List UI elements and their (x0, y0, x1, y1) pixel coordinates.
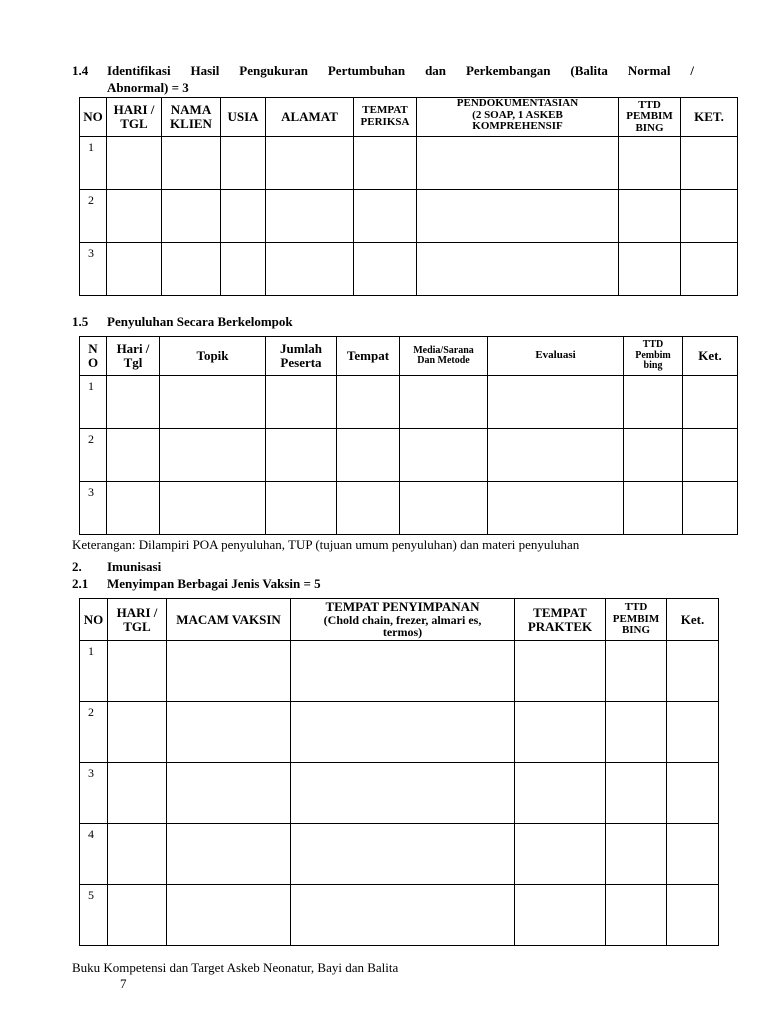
col-header-evaluasi: Evaluasi (488, 337, 624, 376)
table-1-4 (79, 97, 738, 296)
cell-media[interactable] (400, 376, 488, 429)
cell-ket[interactable] (667, 702, 719, 763)
cell-macam-vaksin[interactable] (167, 885, 291, 946)
cell-tempat-periksa[interactable] (354, 243, 417, 296)
row-number: 1 (80, 376, 107, 429)
col-header-hari-tgl: Hari / Tgl (107, 337, 160, 376)
cell-ttd[interactable] (619, 190, 681, 243)
col-header-tempat-penyimpanan: TEMPAT PENYIMPANAN (Chold chain, frezer, almari es, termos) (291, 599, 515, 641)
cell-ket[interactable] (683, 376, 738, 429)
cell-usia[interactable] (221, 190, 266, 243)
section-2-1-heading (72, 575, 472, 592)
cell-hari-tgl[interactable] (108, 702, 167, 763)
section-2-heading (72, 558, 372, 575)
col-header-hari-tgl: HARI / TGL (107, 98, 162, 137)
cell-ket[interactable] (667, 763, 719, 824)
cell-tempat-periksa[interactable] (354, 190, 417, 243)
cell-tempat[interactable] (337, 482, 400, 535)
cell-ttd[interactable] (606, 824, 667, 885)
cell-jumlah-peserta[interactable] (266, 482, 337, 535)
col-header-macam-vaksin: MACAM VAKSIN (167, 599, 291, 641)
cell-nama-klien[interactable] (162, 243, 221, 296)
section-number: 2.1 (72, 576, 89, 591)
cell-tempat-penyimpanan[interactable] (291, 702, 515, 763)
cell-ket[interactable] (667, 824, 719, 885)
row-number: 2 (80, 429, 107, 482)
cell-tempat[interactable] (337, 429, 400, 482)
col-header-ket: Ket. (683, 337, 738, 376)
cell-hari-tgl[interactable] (107, 243, 162, 296)
col-header-nama-klien: NAMA KLIEN (162, 98, 221, 137)
row-number: 2 (80, 190, 107, 243)
section-1-5-heading (72, 313, 472, 330)
section-1-4-heading (72, 62, 694, 98)
col-header-topik: Topik (160, 337, 266, 376)
cell-tempat-praktek[interactable] (515, 702, 606, 763)
cell-tempat-praktek[interactable] (515, 763, 606, 824)
table-row (80, 702, 719, 763)
cell-ttd[interactable] (606, 702, 667, 763)
col-header-ttd: TTD PEMBIM BING (619, 98, 681, 137)
cell-ket[interactable] (683, 429, 738, 482)
cell-tempat-penyimpanan[interactable] (291, 763, 515, 824)
col-header-ttd: TTD PEMBIM BING (606, 599, 667, 641)
cell-macam-vaksin[interactable] (167, 824, 291, 885)
cell-topik[interactable] (160, 376, 266, 429)
section-number: 1.4 (72, 63, 89, 78)
cell-jumlah-peserta[interactable] (266, 376, 337, 429)
row-number: 1 (80, 137, 107, 190)
cell-ttd[interactable] (619, 243, 681, 296)
cell-pendokumentasian[interactable] (417, 190, 619, 243)
row-number: 2 (80, 702, 108, 763)
cell-ttd[interactable] (619, 137, 681, 190)
cell-hari-tgl[interactable] (107, 137, 162, 190)
col-header-jumlah-peserta: Jumlah Peserta (266, 337, 337, 376)
cell-evaluasi[interactable] (488, 429, 624, 482)
cell-tempat-penyimpanan[interactable] (291, 824, 515, 885)
cell-usia[interactable] (221, 243, 266, 296)
cell-hari-tgl[interactable] (107, 376, 160, 429)
cell-tempat[interactable] (337, 376, 400, 429)
cell-evaluasi[interactable] (488, 376, 624, 429)
col-header-ttd: TTD Pembim bing (624, 337, 683, 376)
table-row (80, 824, 719, 885)
row-number: 3 (80, 482, 107, 535)
col-header-media: Media/Sarana Dan Metode (400, 337, 488, 376)
table-2-1 (79, 598, 719, 946)
table-row (80, 641, 719, 702)
cell-ket[interactable] (681, 137, 738, 190)
table-row (80, 243, 738, 296)
row-number: 1 (80, 641, 108, 702)
cell-jumlah-peserta[interactable] (266, 429, 337, 482)
table-row (80, 376, 738, 429)
col-header-ket: KET. (681, 98, 738, 137)
table-row (80, 482, 738, 535)
cell-ket[interactable] (667, 885, 719, 946)
table-1-5 (79, 336, 738, 535)
cell-ttd[interactable] (606, 641, 667, 702)
table-row (80, 190, 738, 243)
row-number: 3 (80, 243, 107, 296)
cell-hari-tgl[interactable] (108, 885, 167, 946)
col-header-tempat: Tempat (337, 337, 400, 376)
cell-ttd[interactable] (624, 376, 683, 429)
cell-pendokumentasian[interactable] (417, 137, 619, 190)
cell-usia[interactable] (221, 137, 266, 190)
table-row (80, 429, 738, 482)
cell-ttd[interactable] (606, 763, 667, 824)
cell-tempat-praktek[interactable] (515, 641, 606, 702)
row-number: 3 (80, 763, 108, 824)
cell-alamat[interactable] (266, 190, 354, 243)
cell-macam-vaksin[interactable] (167, 763, 291, 824)
cell-evaluasi[interactable] (488, 482, 624, 535)
cell-hari-tgl[interactable] (107, 190, 162, 243)
col-header-tempat-periksa: TEMPAT PERIKSA (354, 98, 417, 137)
cell-ket[interactable] (667, 641, 719, 702)
col-header-pendokumentasian: PENDOKUMENTASIAN (2 SOAP, 1 ASKEB KOMPREHENSIF (417, 98, 619, 137)
col-header-no: NO (80, 599, 108, 641)
section-title: Penyuluhan Secara Berkelompok (107, 314, 293, 329)
cell-nama-klien[interactable] (162, 190, 221, 243)
col-header-no: N O (80, 337, 107, 376)
cell-ket[interactable] (681, 243, 738, 296)
table-row (80, 137, 738, 190)
cell-tempat-praktek[interactable] (515, 824, 606, 885)
cell-tempat-penyimpanan[interactable] (291, 885, 515, 946)
row-number: 5 (80, 885, 108, 946)
section-number: 2. (72, 559, 82, 574)
section-title: Imunisasi (107, 559, 162, 574)
table-row (80, 885, 719, 946)
section-title-line-2: Abnormal) = 3 (107, 80, 189, 95)
col-header-hari-tgl: HARI / TGL (108, 599, 167, 641)
section-number: 1.5 (72, 314, 89, 329)
col-header-usia: USIA (221, 98, 266, 137)
cell-ttd[interactable] (624, 429, 683, 482)
cell-pendokumentasian[interactable] (417, 243, 619, 296)
cell-hari-tgl[interactable] (108, 641, 167, 702)
cell-ttd[interactable] (624, 482, 683, 535)
row-number: 4 (80, 824, 108, 885)
cell-ket[interactable] (683, 482, 738, 535)
cell-tempat-penyimpanan[interactable] (291, 641, 515, 702)
cell-macam-vaksin[interactable] (167, 641, 291, 702)
cell-topik[interactable] (160, 482, 266, 535)
table-row (80, 763, 719, 824)
cell-macam-vaksin[interactable] (167, 702, 291, 763)
col-header-no: NO (80, 98, 107, 137)
col-header-alamat: ALAMAT (266, 98, 354, 137)
cell-hari-tgl[interactable] (108, 824, 167, 885)
table-note: Keterangan: Dilampiri POA penyuluhan, TUP (tujuan umum penyuluhan) dan materi penyuluhan (72, 537, 580, 552)
section-title-line-1: Identifikasi Hasil Pengukuran Pertumbuhan dan Perkembangan (Balita Normal / (107, 63, 694, 78)
section-title: Menyimpan Berbagai Jenis Vaksin = 5 (107, 576, 321, 591)
cell-tempat-praktek[interactable] (515, 885, 606, 946)
cell-alamat[interactable] (266, 137, 354, 190)
footer-book-title: Buku Kompetensi dan Target Askeb Neonatur, Bayi dan Balita (72, 960, 399, 975)
cell-nama-klien[interactable] (162, 137, 221, 190)
cell-hari-tgl[interactable] (107, 429, 160, 482)
col-header-tempat-praktek: TEMPAT PRAKTEK (515, 599, 606, 641)
cell-alamat[interactable] (266, 243, 354, 296)
cell-topik[interactable] (160, 429, 266, 482)
cell-tempat-periksa[interactable] (354, 137, 417, 190)
cell-hari-tgl[interactable] (108, 763, 167, 824)
cell-media[interactable] (400, 429, 488, 482)
footer-page-number: 7 (120, 976, 127, 991)
cell-hari-tgl[interactable] (107, 482, 160, 535)
cell-media[interactable] (400, 482, 488, 535)
cell-ttd[interactable] (606, 885, 667, 946)
cell-ket[interactable] (681, 190, 738, 243)
col-header-ket: Ket. (667, 599, 719, 641)
